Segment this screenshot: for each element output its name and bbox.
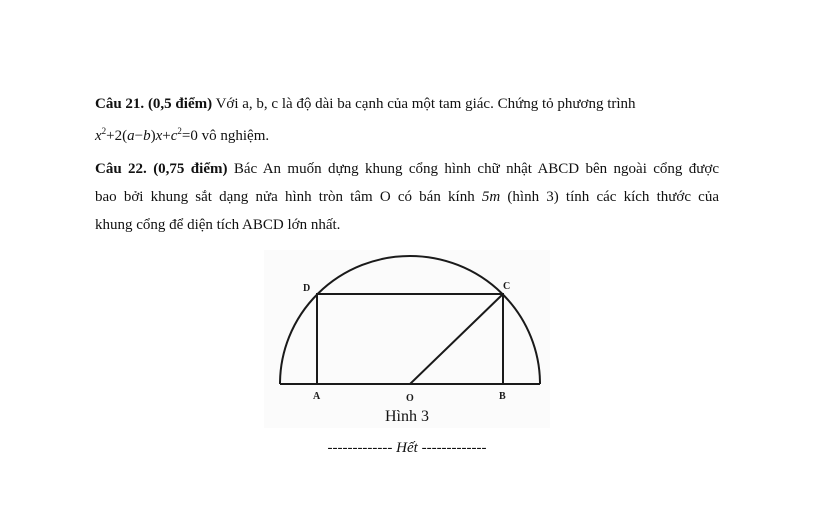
q21-line1 (95, 96, 636, 113)
end-marker: ------------- Hết ------------- (327, 440, 487, 456)
label-b: B (499, 391, 506, 402)
label-c: C (503, 281, 511, 292)
figure-3 (264, 250, 550, 428)
label-d: D (303, 283, 311, 294)
q22-radius: 5m (481, 189, 501, 205)
figure-caption: Hình 3 (385, 408, 429, 425)
rectangle-abcd (317, 294, 503, 384)
label-a: A (313, 391, 321, 402)
q22-line1 (95, 161, 719, 178)
q22-line2: bao bởi khung sắt dạng nửa hình tròn tâm O có bán kính 5m (hình 3) tính các kích thước của (95, 189, 719, 205)
label-o: O (406, 393, 414, 404)
q21-line2 (95, 126, 269, 145)
q21-text: Với a, b, c là độ dài ba cạnh của một tam giác. Chứng tỏ phương trình (215, 96, 636, 112)
q21-suffix: vô nghiệm. (197, 128, 270, 144)
q21-points: (0,5 điểm) (147, 96, 213, 112)
radius-oc (410, 294, 503, 384)
q22-points: (0,75 điểm) (153, 161, 228, 177)
q21-equation: $x^2+2(a-b)x+c^2=0$ (95, 126, 198, 144)
semicircle-arc (280, 256, 540, 384)
q21-number: Câu 21. (95, 96, 145, 112)
semicircle-rectangle-diagram (264, 250, 550, 428)
q22-number: Câu 22. (95, 161, 147, 177)
q22-text1: Bác An muốn dựng khung cổng hình chữ nhật ABCD bên ngoài cổng được (233, 161, 719, 177)
q22-line3: khung cổng để diện tích ABCD lớn nhất. (95, 217, 341, 233)
